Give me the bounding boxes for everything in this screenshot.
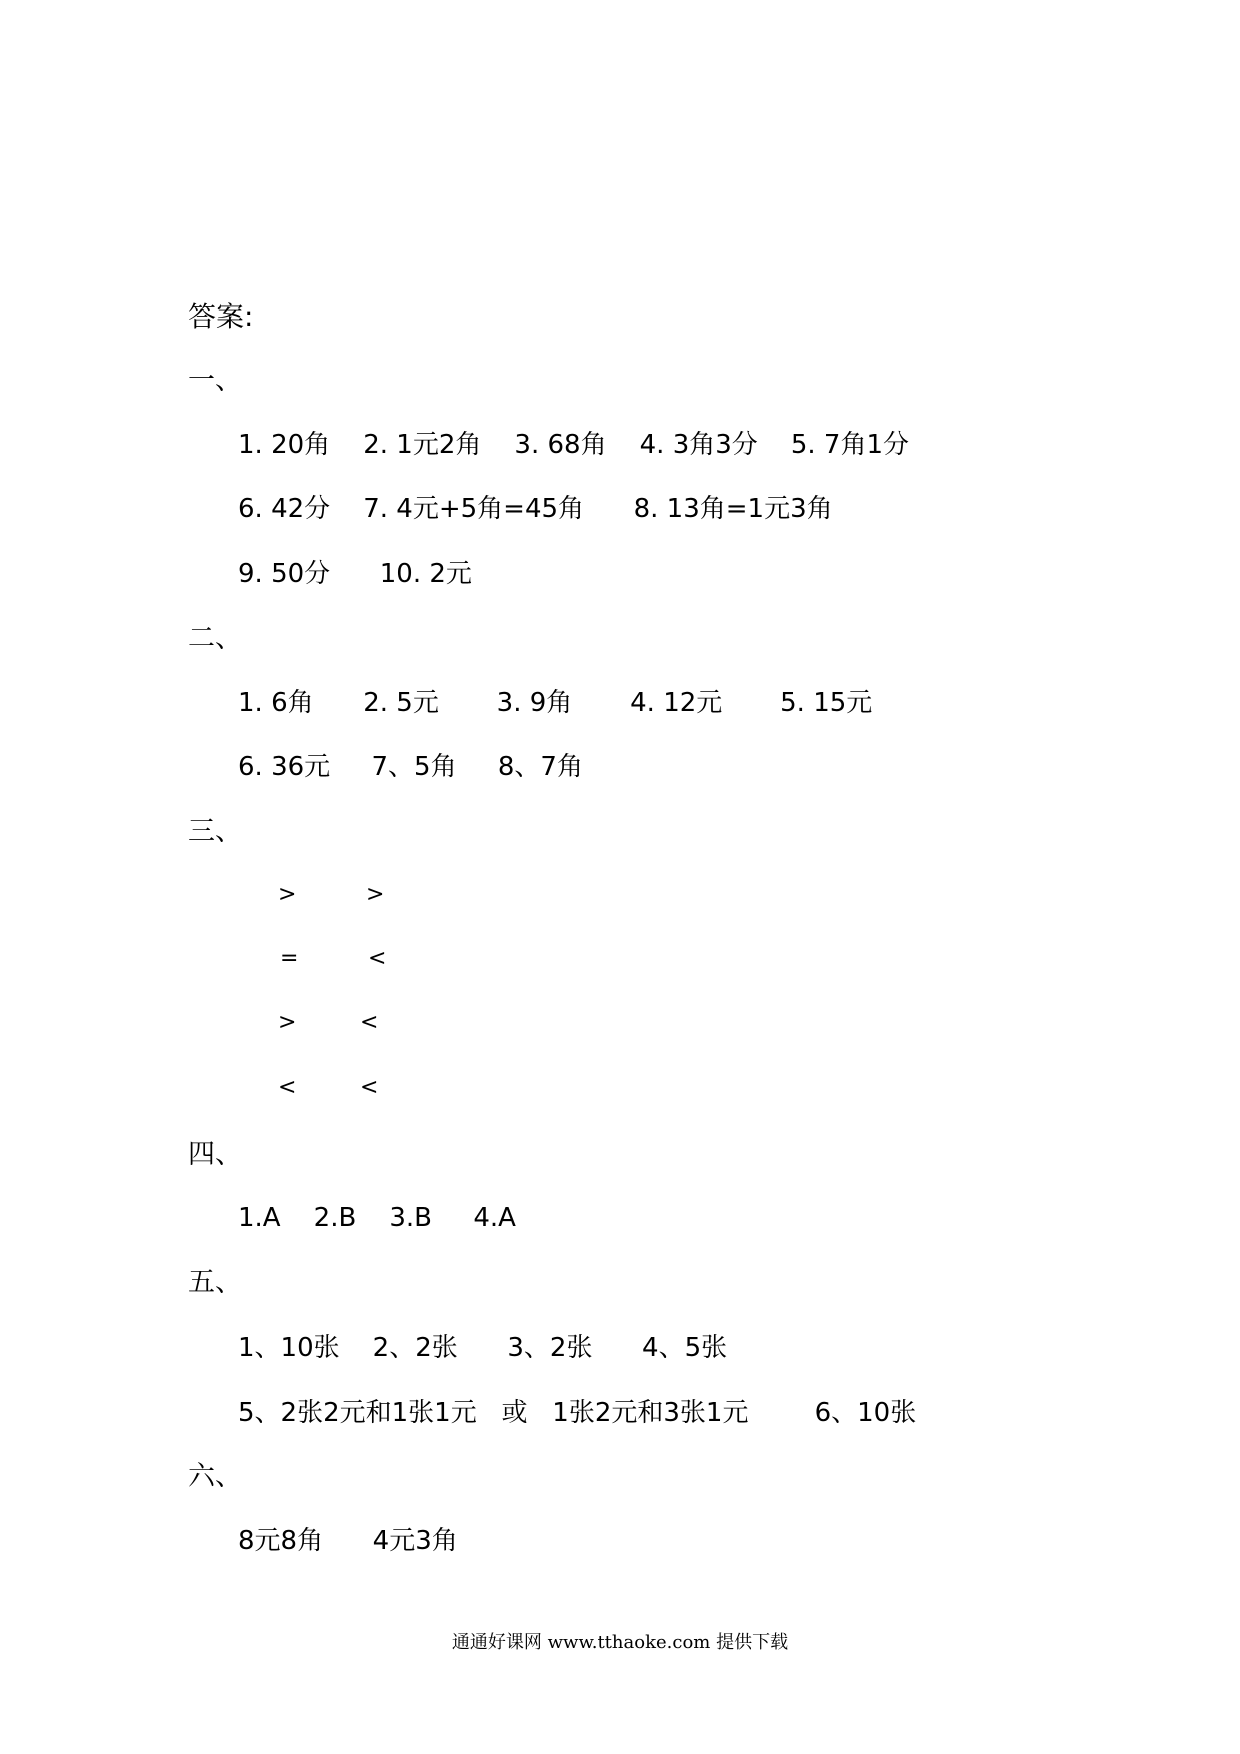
section-1-line-3: 9. 50分 10. 2元 [238, 559, 472, 589]
section-6-heading: 六、 [188, 1461, 242, 1492]
section-1-line-1: 1. 20角 2. 1元2角 3. 68角 4. 3角3分 5. 7角1分 [238, 430, 910, 460]
compare-symbol: > [366, 882, 385, 907]
section-5-line-1: 1、10张 2、2张 3、2张 4、5张 [238, 1333, 728, 1363]
compare-symbol: > [278, 1010, 297, 1035]
section-2-line-1: 1. 6角 2. 5元 3. 9角 4. 12元 5. 15元 [238, 688, 873, 718]
compare-symbol: < [278, 1075, 297, 1100]
section-6-line-1: 8元8角 4元3角 [238, 1526, 458, 1556]
compare-symbol: > [278, 882, 297, 907]
section-3-heading: 三、 [188, 816, 242, 847]
compare-symbol: < [368, 946, 387, 971]
compare-symbol: = [280, 946, 299, 971]
section-1-line-2: 6. 42分 7. 4元+5角=45角 8. 13角=1元3角 [238, 494, 833, 524]
section-4-line-1: 1.A 2.B 3.B 4.A [238, 1203, 516, 1233]
compare-symbol: < [360, 1075, 379, 1100]
footer-watermark: 通通好课网 www.tthaoke.com 提供下载 [451, 1632, 789, 1653]
compare-symbol: < [360, 1010, 379, 1035]
section-2-heading: 二、 [188, 623, 242, 654]
page-title: 答案: [188, 300, 254, 333]
section-4-heading: 四、 [188, 1139, 242, 1170]
section-5-line-2: 5、2张2元和1张1元 或 1张2元和3张1元 6、10张 [238, 1398, 917, 1428]
section-5-heading: 五、 [188, 1267, 242, 1298]
section-2-line-2: 6. 36元 7、5角 8、7角 [238, 752, 583, 782]
section-1-heading: 一、 [188, 365, 242, 396]
